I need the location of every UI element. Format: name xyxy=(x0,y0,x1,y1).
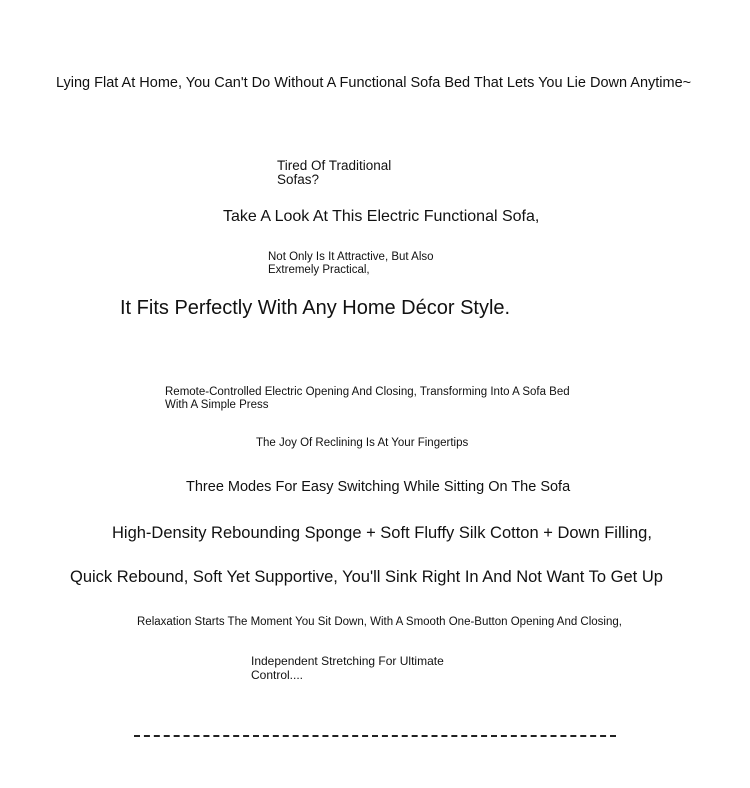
remote-control-text: Remote-Controlled Electric Opening And Closing, Transforming Into A Sofa Bed With A Simple Press xyxy=(165,386,570,411)
attractive-text: Not Only Is It Attractive, But Also Extremely Practical, xyxy=(268,251,434,276)
rebound-text: Quick Rebound, Soft Yet Supportive, You'll Sink Right In And Not Want To Get Up xyxy=(70,568,663,586)
filling-text: High-Density Rebounding Sponge + Soft Fluffy Silk Cotton + Down Filling, xyxy=(112,524,652,542)
intro-text: Take A Look At This Electric Functional Sofa, xyxy=(223,208,540,225)
headline-text: Lying Flat At Home, You Can't Do Without A Functional Sofa Bed That Lets You Lie Down Anytime~ xyxy=(56,75,692,91)
stretching-text: Independent Stretching For Ultimate Control.... xyxy=(251,654,444,682)
question-text: Tired Of Traditional Sofas? xyxy=(277,158,392,187)
decor-text: It Fits Perfectly With Any Home Décor Style. xyxy=(120,297,511,319)
modes-text: Three Modes For Easy Switching While Sitting On The Sofa xyxy=(186,479,571,495)
dashed-divider xyxy=(134,735,616,737)
relaxation-text: Relaxation Starts The Moment You Sit Down, With A Smooth One-Button Opening And Closing, xyxy=(137,616,622,628)
reclining-text: The Joy Of Reclining Is At Your Fingertips xyxy=(256,437,469,449)
